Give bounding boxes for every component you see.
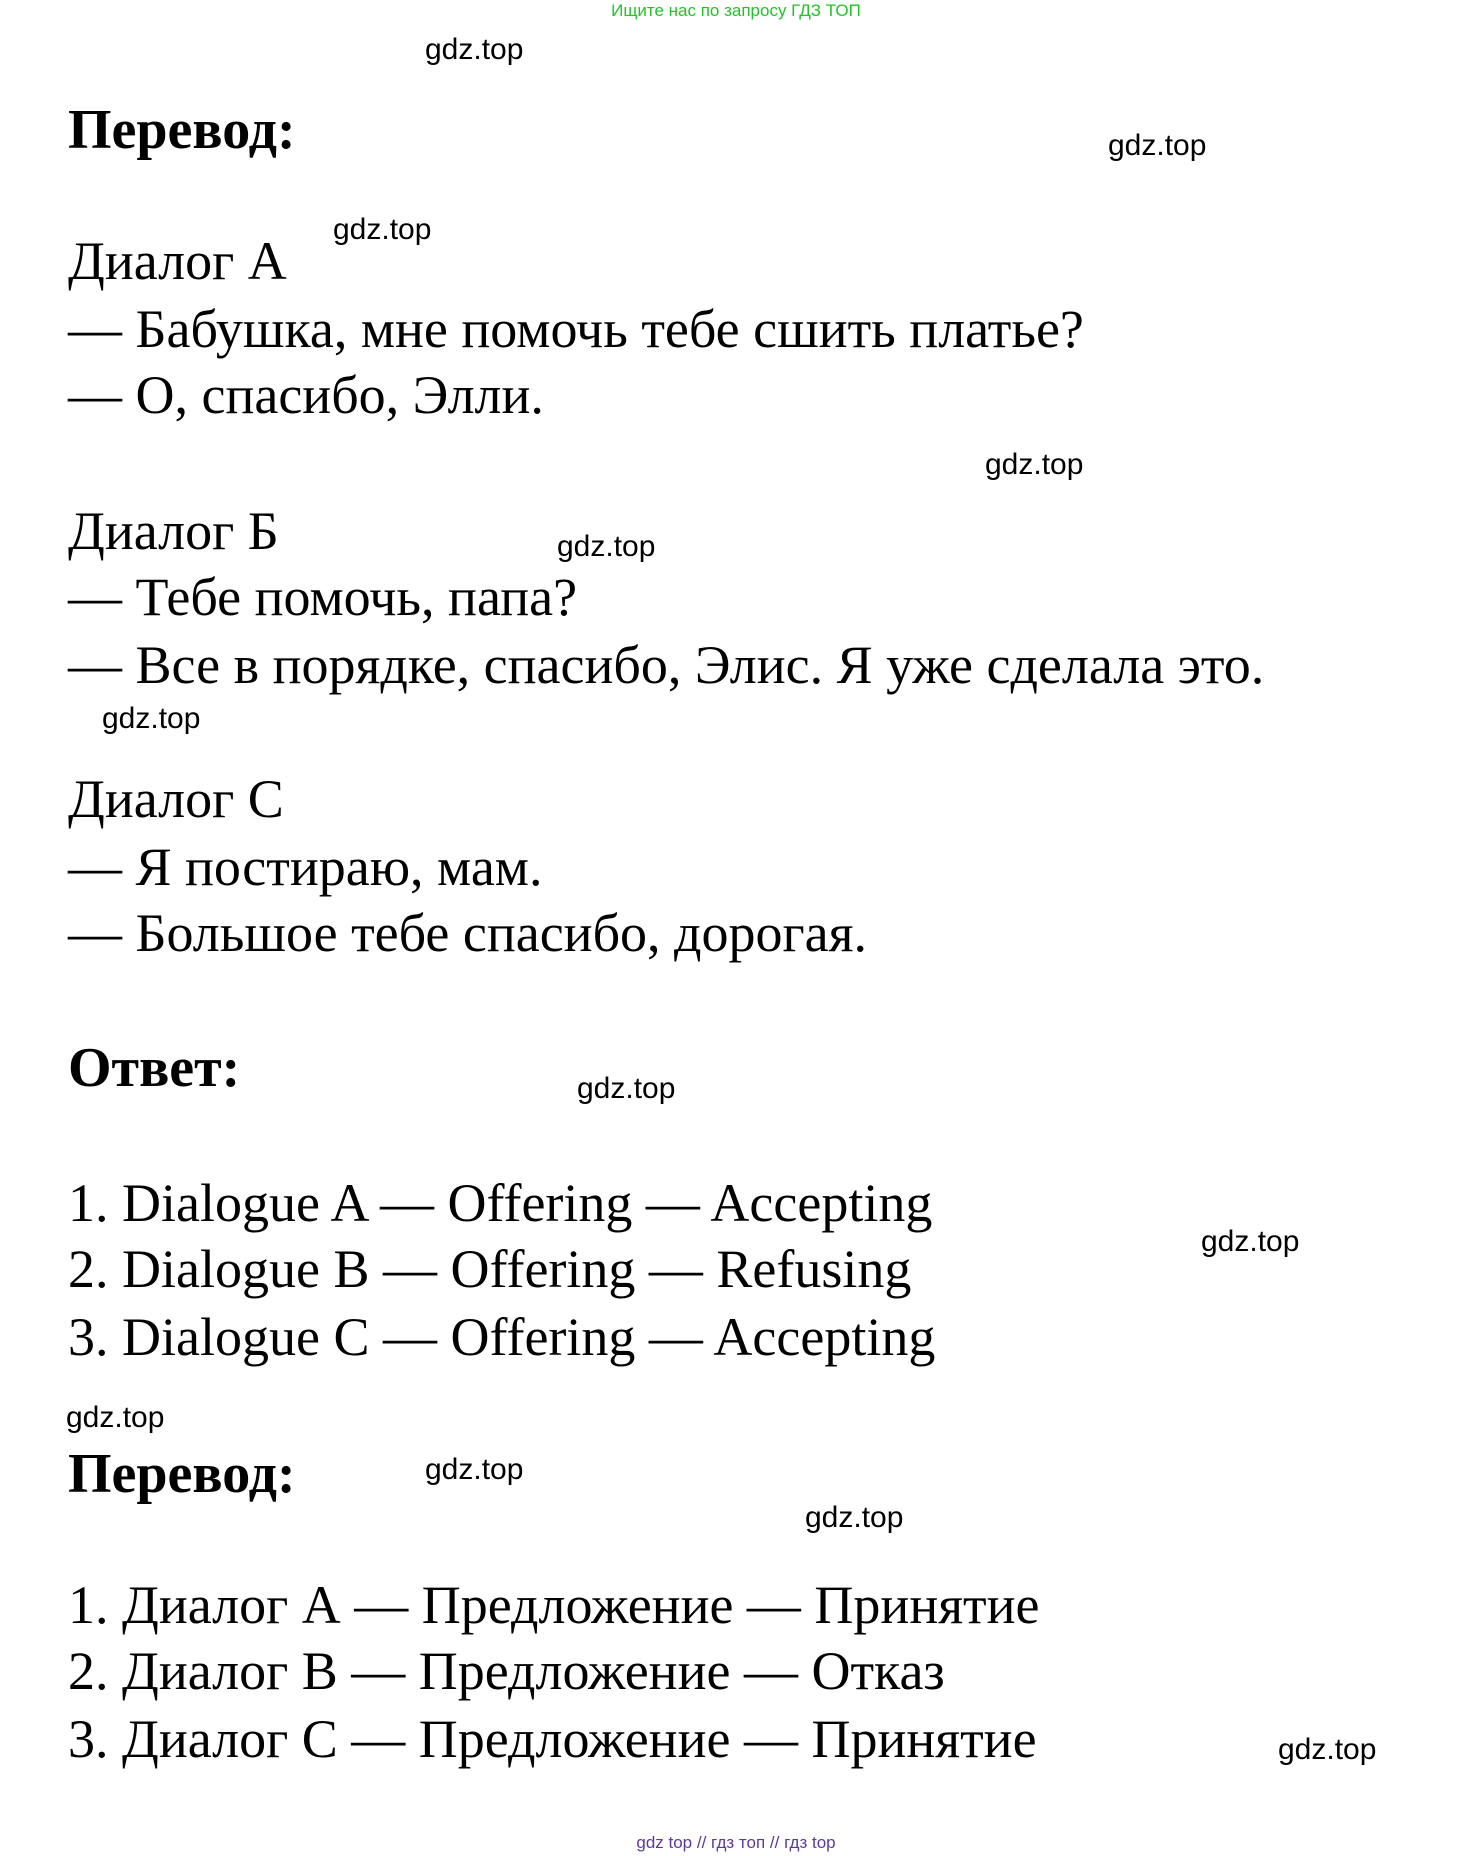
dialogue-a-line-2: — О, спасибо, Элли.: [68, 365, 544, 425]
footer-separator: //: [696, 1833, 707, 1852]
footer-link-gdz-top-mixed[interactable]: гдз top: [784, 1833, 836, 1852]
watermark: gdz.top: [1201, 1225, 1300, 1258]
translation-heading: Перевод:: [68, 99, 296, 161]
footer-link-gdz-top-ru[interactable]: гдз топ: [711, 1833, 766, 1852]
top-banner: Ищите нас по запросу ГДЗ ТОП: [611, 1, 861, 20]
translation-heading-2: Перевод:: [68, 1443, 296, 1505]
watermark: gdz.top: [1108, 129, 1207, 162]
watermark: gdz.top: [1278, 1733, 1377, 1766]
watermark: gdz.top: [102, 702, 201, 735]
watermark: gdz.top: [557, 530, 656, 563]
answer-item-1: 1. Dialogue A — Offering — Accepting: [68, 1173, 933, 1233]
watermark: gdz.top: [333, 213, 432, 246]
answer-item-3: 3. Dialogue C — Offering — Accepting: [68, 1307, 936, 1367]
answer-heading: Ответ:: [68, 1037, 241, 1099]
footer-separator: //: [769, 1833, 780, 1852]
dialogue-a-title: Диалог А: [68, 231, 287, 291]
translation-item-3: 3. Диалог С — Предложение — Принятие: [68, 1709, 1037, 1769]
dialogue-b-line-2: — Все в порядке, спасибо, Элис. Я уже сделала это.: [68, 635, 1265, 695]
dialogue-b-title: Диалог Б: [68, 501, 279, 561]
footer: [0, 1832, 1472, 1854]
dialogue-b-line-1: — Тебе помочь, папа?: [68, 567, 578, 627]
watermark: gdz.top: [425, 1453, 524, 1486]
dialogue-c-line-1: — Я постираю, мам.: [68, 837, 543, 897]
watermark: gdz.top: [425, 33, 524, 66]
watermark: gdz.top: [805, 1501, 904, 1534]
dialogue-c-title: Диалог С: [68, 769, 284, 829]
watermark: gdz.top: [577, 1072, 676, 1105]
watermark: gdz.top: [66, 1401, 165, 1434]
footer-link-gdz-top[interactable]: gdz top: [636, 1833, 693, 1852]
translation-item-2: 2. Диалог В — Предложение — Отказ: [68, 1641, 945, 1701]
answer-item-2: 2. Dialogue B — Offering — Refusing: [68, 1239, 912, 1299]
dialogue-c-line-2: — Большое тебе спасибо, дорогая.: [68, 903, 867, 963]
watermark: gdz.top: [985, 448, 1084, 481]
dialogue-a-line-1: — Бабушка, мне помочь тебе сшить платье?: [68, 299, 1084, 359]
translation-item-1: 1. Диалог А — Предложение — Принятие: [68, 1575, 1040, 1635]
